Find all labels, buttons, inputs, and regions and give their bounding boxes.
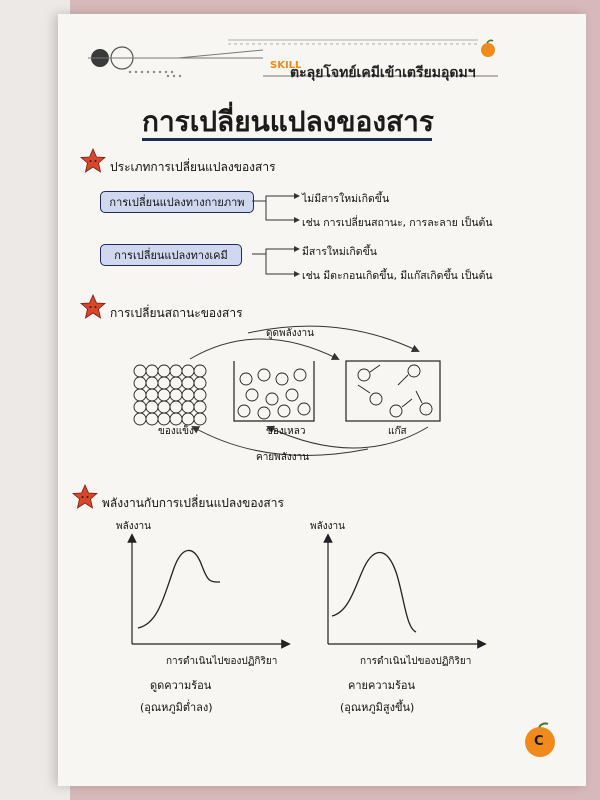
physical-change-box: การเปลี่ยนแปลงทางกายภาพ	[100, 191, 254, 213]
graph2-ylabel: พลังงาน	[310, 521, 345, 532]
liquid-label: ของเหลว	[266, 426, 306, 437]
state-change-diagram	[118, 319, 498, 469]
star-icon	[72, 484, 98, 510]
absorb-energy-label: ดูดพลังงาน	[266, 328, 314, 339]
graph2-caption: คายความร้อน	[348, 679, 415, 692]
solid-label: ของแข็ง	[158, 426, 194, 437]
star-icon	[80, 148, 106, 174]
skill-logo: SKILL	[270, 60, 302, 71]
section1-heading: ประเภทการเปลี่ยนแปลงของสาร	[110, 160, 276, 174]
title-underline	[142, 138, 432, 144]
series-title: ตะลุยโจทย์เคมีเข้าเตรียมอุดมฯ	[290, 65, 476, 81]
page-badge-letter: C	[534, 734, 544, 749]
star-icon	[80, 294, 106, 320]
physical-line1: ไม่มีสารใหม่เกิดขึ้น	[302, 193, 390, 205]
graph2-caption-sub: (อุณหภูมิสูงขึ้น)	[340, 701, 415, 714]
graph2-xlabel: การดำเนินไปของปฏิกิริยา	[360, 656, 472, 667]
chemical-line2: เช่น มีตะกอนเกิดขึ้น, มีแก๊สเกิดขึ้น เป็นต้น	[302, 270, 493, 282]
section3-heading: พลังงานกับการเปลี่ยนแปลงของสาร	[102, 496, 284, 510]
graph1-xlabel: การดำเนินไปของปฏิกิริยา	[166, 656, 278, 667]
endothermic-graph	[124, 532, 294, 652]
section2-heading: การเปลี่ยนสถานะของสาร	[110, 306, 243, 320]
physical-line2: เช่น การเปลี่ยนสถานะ, การละลาย เป็นต้น	[302, 217, 493, 229]
chemical-line1: มีสารใหม่เกิดขึ้น	[302, 246, 377, 258]
release-energy-label: คายพลังงาน	[256, 452, 310, 463]
chemical-change-box: การเปลี่ยนแปลงทางเคมี	[100, 244, 242, 266]
gas-label: แก๊ส	[388, 426, 407, 437]
graph1-ylabel: พลังงาน	[116, 521, 151, 532]
graph1-caption-sub: (อุณหภูมิต่ำลง)	[140, 701, 213, 714]
page-title: การเปลี่ยนแปลงของสาร	[142, 105, 434, 138]
book-page	[58, 14, 586, 786]
exothermic-graph	[320, 532, 490, 652]
graph1-caption: ดูดความร้อน	[150, 679, 212, 692]
